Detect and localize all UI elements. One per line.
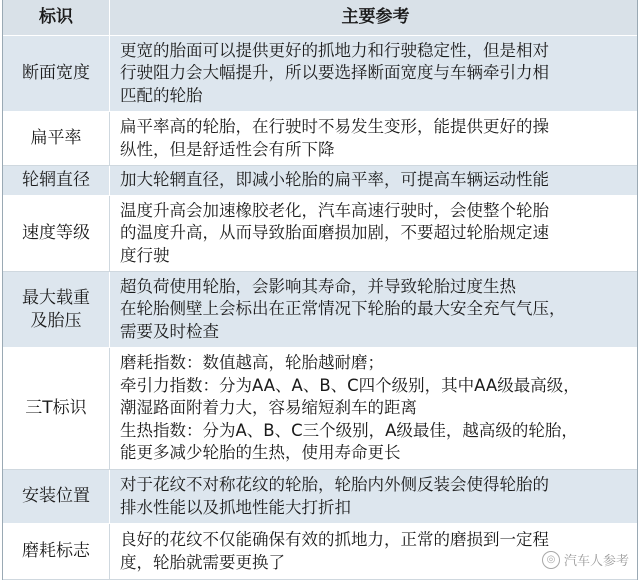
row-value-line: 度行驶 — [120, 245, 170, 265]
watermark-text: 汽车人参考 — [563, 554, 629, 569]
table-row — [3, 166, 637, 196]
row-key-line: 最大载重 — [22, 287, 90, 308]
table-row — [3, 196, 637, 272]
table-row — [3, 470, 637, 524]
row-key: 磨耗标志 — [3, 524, 110, 579]
row-value-line: 排水性能以及抓地性能大打折扣 — [120, 497, 351, 517]
row-key — [3, 272, 110, 347]
row-value — [110, 196, 637, 271]
row-value-line: 的温度升高，从而导致胎面磨损加剧，不要超过轮胎规定速 — [120, 223, 549, 243]
row-value-line: 度，轮胎就需要更换了 — [120, 552, 285, 572]
row-value-line: 温度升高会加速橡胶老化，汽车高速行驶时，会使整个轮胎 — [120, 200, 549, 220]
row-key: 扁平率 — [3, 112, 110, 165]
row-key: 速度等级 — [3, 196, 110, 271]
row-value-line: 牵引力指数：分为AA、A、B、C四个级别，其中AA级最高级， — [120, 375, 580, 395]
wechat-icon: ◎ — [542, 551, 560, 569]
table-row — [3, 348, 637, 470]
row-value-line: 对于花纹不对称花纹的轮胎，轮胎内外侧反装会使得轮胎的 — [120, 475, 549, 494]
row-value-line: 良好的花纹不仅能确保有效的抓地力，正常的磨损到一定程 — [120, 530, 549, 549]
row-key: 轮辋直径 — [3, 166, 110, 195]
row-value-line: 能更多减少轮胎的生热，使用寿命更长 — [120, 443, 401, 463]
table-header-row — [3, 0, 637, 36]
row-value-line: 潮湿路面附着力大，容易缩短刹车的距离 — [120, 398, 417, 418]
row-value — [110, 348, 637, 469]
row-value-line: 行驶阻力会大幅提升，所以要选择断面宽度与车辆牵引力相 — [120, 63, 549, 83]
row-value-line: 更宽的胎面可以提供更好的抓地力和行驶稳定性，但是相对 — [120, 40, 549, 60]
row-value-line: 超负荷使用轮胎，会影响其寿命，并导致轮胎过度生热 — [120, 276, 516, 296]
table-row — [3, 36, 637, 112]
row-key: 三T标识 — [3, 348, 110, 469]
header-key-cell: 标识 — [3, 0, 110, 35]
row-value-line: 匹配的轮胎 — [120, 85, 203, 105]
row-value-line: 需要及时检查 — [120, 321, 219, 341]
table-row — [3, 524, 637, 580]
row-value-line: 生热指数：分为A、B、C三个级别，A级最佳，越高级的轮胎， — [120, 420, 578, 440]
tire-reference-table — [2, 0, 638, 580]
row-key: 断面宽度 — [3, 36, 110, 111]
row-key-line: 及胎压 — [30, 310, 82, 331]
row-key: 安装位置 — [3, 470, 110, 523]
table-row — [3, 272, 637, 348]
header-value-cell: 主要参考 — [341, 7, 410, 28]
row-value-line: 磨耗指数：数值越高，轮胎越耐磨； — [120, 353, 384, 373]
row-value-line: 纵性，但是舒适性会有所下降 — [120, 139, 335, 159]
row-value — [110, 272, 637, 347]
row-value-line: 加大轮辋直径，即减小轮胎的扁平率，可提高车辆运动性能 — [120, 170, 549, 190]
row-value-line: 在轮胎侧壁上会标出在正常情况下轮胎的最大安全充气气压， — [120, 299, 566, 319]
row-value-line: 扁平率高的轮胎，在行驶时不易发生变形，能提供更好的操 — [120, 117, 549, 136]
table-row — [3, 112, 637, 166]
row-value — [110, 36, 637, 111]
row-value — [110, 166, 637, 195]
row-value — [110, 112, 637, 165]
watermark — [542, 550, 629, 569]
row-value — [110, 470, 637, 523]
